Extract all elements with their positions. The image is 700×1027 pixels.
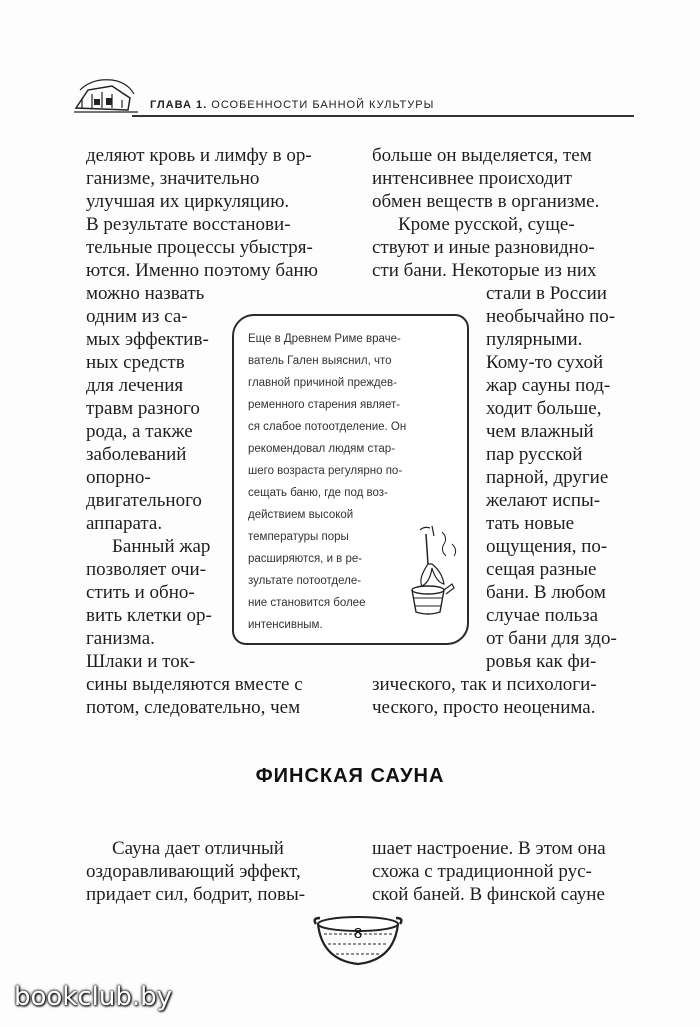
text-line: интенсивнее происходит xyxy=(372,168,572,189)
text-line: ных средств xyxy=(86,352,185,373)
section-heading: ФИНСКАЯ САУНА xyxy=(255,765,445,787)
text-line: позволяет очи- xyxy=(86,559,207,580)
running-header xyxy=(72,72,634,122)
text-line: тельные процессы убыстря- xyxy=(86,237,313,258)
text-line: сещая разные xyxy=(486,559,597,580)
bath-bucket-illustration-icon xyxy=(406,524,464,619)
text-line: для лечения xyxy=(86,375,184,396)
text-line: Банный жар xyxy=(112,536,211,557)
text-line: Шлаки и ток- xyxy=(86,651,196,672)
text-line: ровья как фи- xyxy=(486,651,597,672)
sidebar-line: сещать баню, где под воз- xyxy=(248,487,388,499)
text-line: одним из са- xyxy=(86,306,188,327)
text-line: двигательного xyxy=(86,490,202,511)
text-line: ской баней. В финской сауне xyxy=(372,884,605,905)
text-line: ходит больше, xyxy=(486,398,602,419)
text-line: ствуют и иные разновидно- xyxy=(372,237,595,258)
text-line: оздоравливающий эффект, xyxy=(86,861,301,882)
text-line: ются. Именно поэтому баню xyxy=(86,260,318,281)
text-line: рода, а также xyxy=(86,421,193,442)
text-line: аппарата. xyxy=(86,513,163,534)
sidebar-line: главной причиной преждев- xyxy=(248,377,397,389)
header-title: ОСОБЕННОСТИ БАННОЙ КУЛЬТУРЫ xyxy=(211,99,435,111)
text-line: ощущения, по- xyxy=(486,536,608,557)
text-line: стить и обно- xyxy=(86,582,195,603)
text-line: случае польза xyxy=(486,605,599,626)
sidebar-line: ся слабое потоотделение. Он xyxy=(248,421,407,433)
text-line: сины выделяются вместе с xyxy=(86,674,303,695)
text-line: обмен веществ в организме. xyxy=(372,191,600,212)
sidebar-line: действием высокой xyxy=(248,509,354,521)
bathhouse-logo-icon xyxy=(72,72,142,118)
text-line: сти бани. Некоторые из них xyxy=(372,260,597,281)
text-line: Кому-то сухой xyxy=(486,352,604,373)
sidebar-line: интенсивным. xyxy=(248,619,323,631)
text-line: Кроме русской, суще- xyxy=(398,214,575,235)
sidebar-line: зультате потоотделе- xyxy=(248,575,362,587)
sidebar-line: расширяются, и в ре- xyxy=(248,553,363,565)
text-line: от бани для здо- xyxy=(486,628,617,649)
sidebar-line: температуры поры xyxy=(248,531,349,543)
text-line: схожа с традиционной рус- xyxy=(372,861,592,882)
text-line: шает настроение. В этом она xyxy=(372,838,606,859)
text-line: чем влажный xyxy=(486,421,594,442)
text-line: пар русской xyxy=(486,444,583,465)
text-line: ческого, просто неоценима. xyxy=(372,697,596,718)
text-line: деляют кровь и лимфу в ор- xyxy=(86,145,312,166)
header-divider xyxy=(132,115,634,117)
text-line: мых эффектив- xyxy=(86,329,209,350)
text-line: желают испы- xyxy=(486,490,601,511)
text-line: стали в России xyxy=(486,283,607,304)
text-line: В результате восстанови- xyxy=(86,214,291,235)
text-line: опорно- xyxy=(86,467,151,488)
text-line: Сауна дает отличный xyxy=(112,838,284,859)
watermark-text: bookclub.by xyxy=(14,982,173,1012)
text-line: ганизме, значительно xyxy=(86,168,260,189)
sidebar-line: ние становится более xyxy=(248,597,366,609)
text-line: можно назвать xyxy=(86,283,205,304)
text-line: заболеваний xyxy=(86,444,187,465)
text-line: потом, следовательно, чем xyxy=(86,697,301,718)
sidebar-note-box xyxy=(232,314,469,645)
sidebar-line: Еще в Древнем Риме врачe- xyxy=(248,333,401,345)
header-chapter: ГЛАВА 1. xyxy=(150,99,208,111)
text-line: улучшая их циркуляцию. xyxy=(86,191,290,212)
text-line: тать новые xyxy=(486,513,575,534)
sidebar-line: ватель Гален выяснил, что xyxy=(248,355,392,367)
text-line: зического, так и психологи- xyxy=(372,674,597,695)
sidebar-line: шего возраста регулярно по- xyxy=(248,465,403,477)
text-line: травм разного xyxy=(86,398,200,419)
header-text xyxy=(150,99,434,111)
text-line: ганизма. xyxy=(86,628,155,649)
text-line: больше он выделяется, тем xyxy=(372,145,592,166)
sidebar-line: ременного старения являет- xyxy=(248,399,401,411)
text-line: необычайно по- xyxy=(486,306,616,327)
page-number: 8 xyxy=(353,925,363,942)
sidebar-line: рекомендовал людям стар- xyxy=(248,443,396,455)
text-line: парной, другие xyxy=(486,467,609,488)
text-line: придает сил, бодрит, повы- xyxy=(86,884,306,905)
text-line: жар сауны под- xyxy=(486,375,611,396)
text-line: бани. В любом xyxy=(486,582,606,603)
text-line: вить клетки ор- xyxy=(86,605,212,626)
text-line: пулярными. xyxy=(486,329,583,350)
